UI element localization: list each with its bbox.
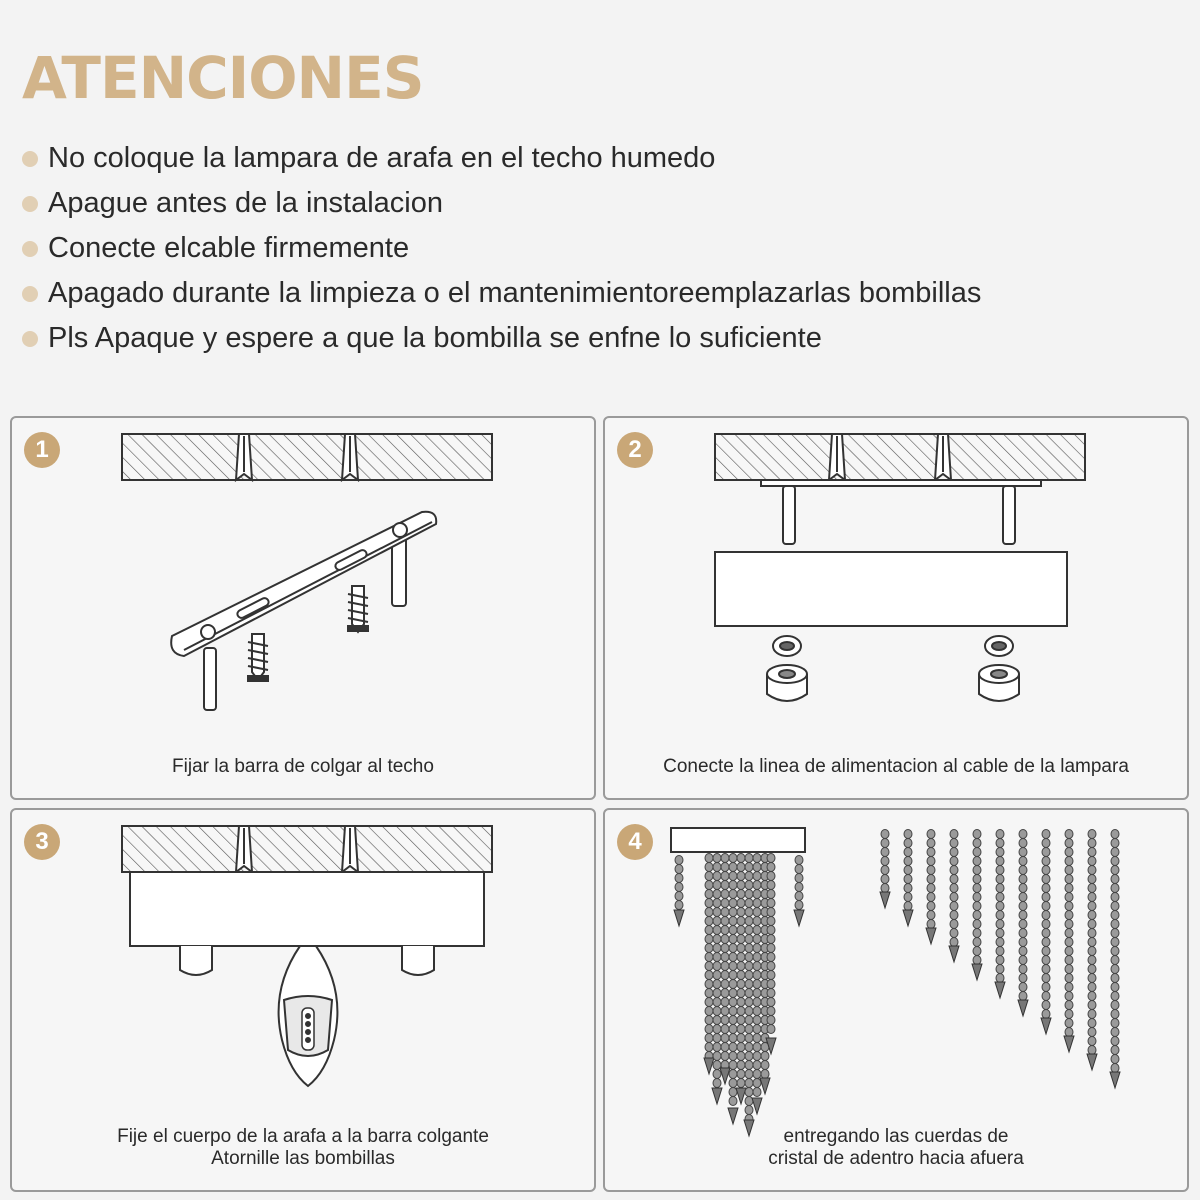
- warning-item: No coloque la lampara de arafa en el techo humedo: [22, 136, 981, 181]
- crystal-strand: [1018, 830, 1028, 1017]
- step-number-badge: 1: [24, 432, 60, 468]
- step-2-panel: [603, 416, 1189, 800]
- ceiling: [122, 434, 492, 480]
- crystal-strand: [1110, 830, 1120, 1089]
- warnings-list: [22, 136, 981, 361]
- step-1-panel: [10, 416, 596, 800]
- lamp-body: [715, 552, 1067, 626]
- step-number-badge: 2: [617, 432, 653, 468]
- step-number-badge: 4: [617, 824, 653, 860]
- step-4-panel: [603, 808, 1189, 1192]
- connector-icon: [767, 636, 807, 701]
- screw-icon: [348, 586, 368, 632]
- lamp-body: [130, 872, 484, 946]
- bullet-dot-icon: [22, 196, 38, 212]
- mounting-bar: [761, 480, 1041, 486]
- bullet-dot-icon: [22, 331, 38, 347]
- crystal-strand: [1064, 830, 1074, 1053]
- crystal-strand: [972, 830, 982, 981]
- crystal-strand: [1087, 830, 1097, 1071]
- ceiling: [715, 434, 1085, 480]
- crystal-strand: [949, 830, 959, 963]
- step-number-badge: 3: [24, 824, 60, 860]
- warning-item: Apague antes de la instalacion: [22, 181, 981, 226]
- warning-item: Conecte elcable firmemente: [22, 226, 981, 271]
- warning-item: Pls Apaque y espere a que la bombilla se enfne lo suficiente: [22, 316, 981, 361]
- bullet-dot-icon: [22, 151, 38, 167]
- warning-item: Apagado durante la limpieza o el mantenimientoreemplazarlas bombillas: [22, 271, 981, 316]
- bullet-dot-icon: [22, 241, 38, 257]
- crystal-strand: [752, 854, 762, 1115]
- step-1-illustration: [12, 418, 598, 802]
- step-3-panel: [10, 808, 596, 1192]
- bullet-dot-icon: [22, 286, 38, 302]
- crystal-strand: [794, 856, 804, 927]
- crystal-strand: [995, 830, 1005, 999]
- crystal-strand: [720, 854, 730, 1085]
- step-2-illustration: [605, 418, 1191, 802]
- screw-icon: [248, 634, 268, 681]
- bulb-icon: [279, 946, 338, 1086]
- crystal-strand: [736, 854, 746, 1105]
- step-caption: entregando las cuerdas de cristal de adentro hacia afuera: [768, 1126, 1024, 1169]
- crystal-strand: [926, 830, 936, 945]
- step-caption: Conecte la linea de alimentacion al cable de la lampara: [663, 756, 1129, 777]
- bulb-socket: [180, 946, 212, 975]
- crystal-strand: [728, 854, 738, 1125]
- mounting-bar: [171, 512, 436, 710]
- crystal-strand: [744, 854, 754, 1137]
- canopy: [671, 828, 805, 852]
- bulb-socket: [402, 946, 434, 975]
- crystal-strand: [704, 854, 714, 1075]
- ceiling: [122, 826, 492, 872]
- crystal-strand: [880, 830, 890, 909]
- crystal-strand: [712, 854, 722, 1105]
- page-title: ATENCIONES: [22, 44, 424, 112]
- crystal-strand: [903, 830, 913, 927]
- step-caption: Fijar la barra de colgar al techo: [172, 756, 434, 777]
- connector-icon: [979, 636, 1019, 701]
- crystal-strand: [674, 856, 684, 927]
- crystal-strand: [1041, 830, 1051, 1035]
- step-caption: Fije el cuerpo de la arafa a la barra colgante Atornille las bombillas: [117, 1126, 489, 1169]
